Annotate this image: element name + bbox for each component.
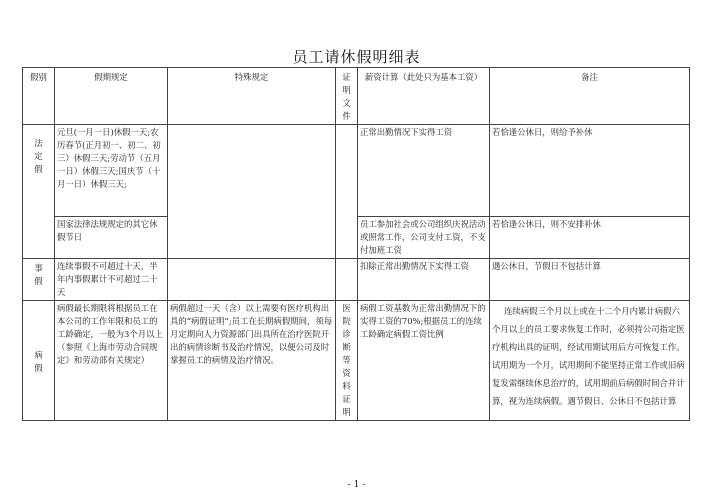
sick-remark: 连续病假三个月以上或在十二个月内累计病假六个月以上的员工要求恢复工作时，必须持公司指定医疗机构出具的证明，经试用期试用后方可恢复工作。试用期为一个月，试用期间不能坚持正常工作或旧病复发需继续休息治疗的，试用期前后病假时间合并计算，视为连续病假。遇节假日、公休日不包括计算	[490, 301, 690, 421]
header-category: 假别	[23, 68, 55, 125]
legal-proof	[336, 125, 358, 259]
sick-proof-text: 医院诊断等资料证明	[342, 303, 351, 417]
personal-proof	[336, 259, 358, 301]
header-salary: 薪资计算（此处只为基本工资）	[358, 68, 490, 125]
legal-rule-2: 国家法律法规规定的其它休假节日	[55, 217, 168, 259]
table-header-row	[23, 68, 690, 125]
category-legal-text: 法定假	[34, 138, 43, 174]
sick-special: 病假超过一天（含）以上需要有医疗机构出具的“病假证明”;员工在长期病假期间，须每月定期向人力资源部门出具所在治疗医院开出的病情诊断书及治疗情况，以便公司及时掌握员工的病情及治疗情况。	[168, 301, 336, 421]
personal-remark: 遇公休日，节假日不包括计算	[490, 259, 690, 301]
header-proof-text: 证明文件	[342, 72, 351, 121]
sick-salary: 病假工资基数为正常出勤情况下的实得工资的70%;根据员工的连续工龄确定病假工资比例	[358, 301, 490, 421]
header-rules: 假期规定	[55, 68, 168, 125]
legal-remark-2: 若恰逢公休日，则不安排补休	[490, 217, 690, 259]
header-proof	[336, 68, 358, 125]
legal-salary-1: 正常出勤情况下实得工资	[358, 125, 490, 217]
category-personal-text: 事假	[34, 263, 43, 286]
header-remarks: 备注	[490, 68, 690, 125]
sick-proof	[336, 301, 358, 421]
sick-rule: 病假最长期限将根据员工在本公司的工作年限和员工的工龄确定，一般为3个月以上（参照《上海市劳动合同规定》和劳动部有关规定）	[55, 301, 168, 421]
page-title: 员工请休假明细表	[292, 48, 421, 66]
category-sick	[23, 301, 55, 421]
category-personal	[23, 259, 55, 301]
legal-remark-1: 若恰逢公休日，则给予补休	[490, 125, 690, 217]
header-special: 特殊规定	[168, 68, 336, 125]
table-row-personal	[23, 259, 690, 301]
category-legal	[23, 125, 55, 259]
page-number: - 1 -	[347, 480, 366, 490]
personal-rule: 连续事假不可超过十天，半年内事假累计不可超过二十天	[55, 259, 168, 301]
legal-rule-1: 元旦(一月一日)休假一天;农历春节(正月初一、初二、初三）休假三天;劳动节（五月一日）休假三天;国庆节（十月一日）休假三天;	[55, 125, 168, 217]
category-sick-text: 病假	[34, 349, 43, 373]
leave-table	[22, 67, 690, 421]
table-row-sick	[23, 301, 690, 421]
table-row-legal-1	[23, 125, 690, 217]
legal-special	[168, 125, 336, 259]
personal-salary: 扣除正常出勤情况下实得工资	[358, 259, 490, 301]
legal-salary-2: 员工参加社会或公司组织庆祝活动或照常工作，公司支付工资，不支付加班工资	[358, 217, 490, 259]
personal-special	[168, 259, 336, 301]
